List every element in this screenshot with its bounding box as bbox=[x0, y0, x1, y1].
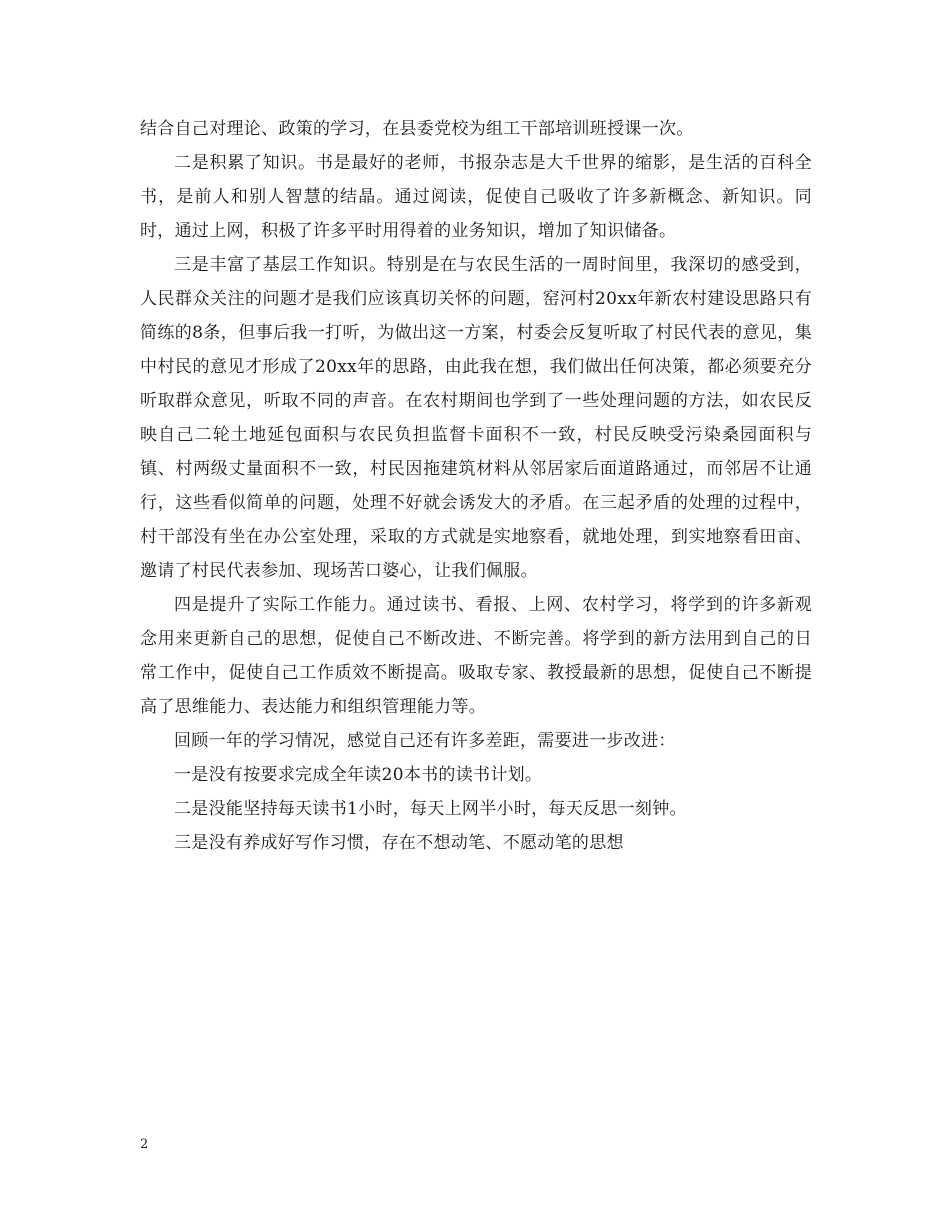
paragraph-knowledge: 二是积累了知识。书是最好的老师，书报杂志是大千世界的缩影，是生活的百科全书，是前人和别人智慧的结晶。通过阅读，促使自己吸收了许多新概念、新知识。同时，通过上网，积极了许多平时用得着的业务知识，增加了知识储备。 bbox=[140, 153, 812, 241]
paragraph-shortcoming-2: 二是没能坚持每天读书1小时，每天上网半小时，每天反思一刻钟。 bbox=[174, 799, 687, 819]
document-body bbox=[140, 112, 812, 860]
paragraph-shortcoming-1: 一是没有按要求完成全年读20本书的读书计划。 bbox=[174, 765, 543, 785]
paragraph-shortcoming-3: 三是没有养成好写作习惯，存在不想动笔、不愿动笔的思想 bbox=[174, 833, 624, 853]
paragraph-continuation: 结合自己对理论、政策的学习，在县委党校为组工干部培训班授课一次。 bbox=[140, 119, 694, 139]
paragraph-review: 回顾一年的学习情况，感觉自己还有许多差距，需要进一步改进： bbox=[174, 731, 676, 751]
paragraph-grassroots-work: 三是丰富了基层工作知识。特别是在与农民生活的一周时间里，我深切的感受到，人民群众关注的问题才是我们应该真切关怀的问题，窑河村20xx年新农村建设思路只有简练的8条，但事后我一打听，为做出这一方案，村委会反复听取了村民代表的意见，集中村民的意见才形成了20xx年的思路，由此我在想，我们做出任何决策，都必须要充分听取群众意见，听取不同的声音。在农村期间也学到了一些处理问题的方法，如农民反映自己二轮土地延包面积与农民负担监督卡面积不一致，村民反映受污染桑园面积与镇、村两级丈量面积不一致，村民因拖建筑材料从邻居家后面道路通过，而邻居不让通行，这些看似简单的问题，处理不好就会诱发大的矛盾。在三起矛盾的处理的过程中，村干部没有坐在办公室处理，采取的方式就是实地察看，就地处理，到实地察看田亩、邀请了村民代表参加、现场苦口婆心，让我们佩服。 bbox=[140, 255, 812, 581]
page-number: 2 bbox=[140, 1137, 149, 1152]
paragraph-work-ability: 四是提升了实际工作能力。通过读书、看报、上网、农村学习，将学到的许多新观念用来更新自己的思想，促使自己不断改进、不断完善。将学到的新方法用到自己的日常工作中，促使自己工作质效不断提高。吸取专家、教授最新的思想，促使自己不断提高了思维能力、表达能力和组织管理能力等。 bbox=[140, 595, 812, 717]
